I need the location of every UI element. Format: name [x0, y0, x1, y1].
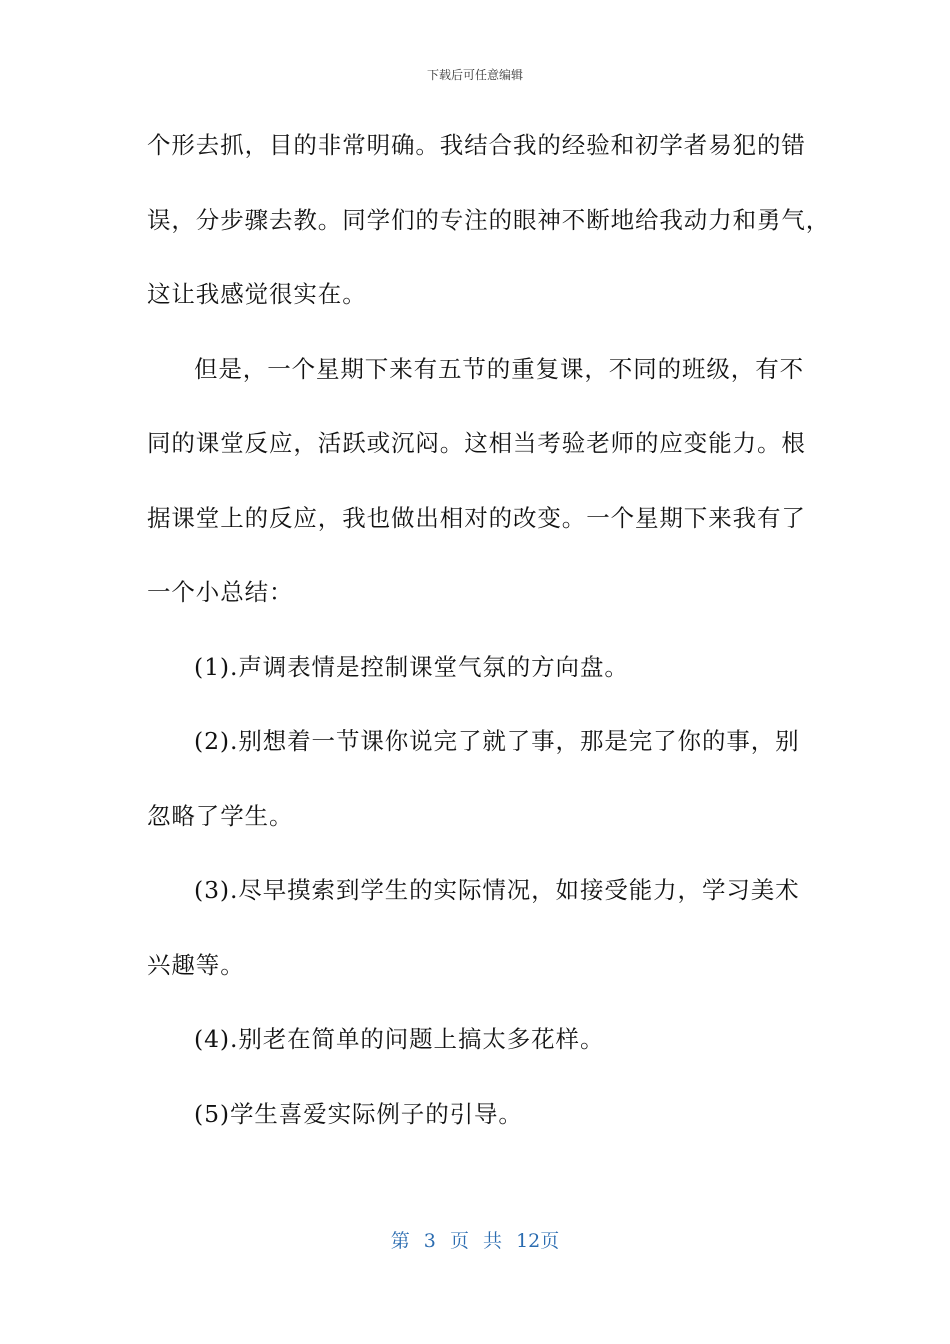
footer-gong: 共: [483, 1230, 503, 1252]
list-item: (5)学生喜爱实际例子的引导。: [194, 1099, 523, 1128]
text-line: 这让我感觉很实在。: [147, 280, 367, 308]
list-item: (3).尽早摸索到学生的实际情况，如接受能力，学习美术: [194, 876, 800, 904]
text-line: 兴趣等。: [147, 950, 245, 979]
text-line: 忽略了学生。: [147, 801, 294, 830]
text-line: 一个小总结：: [147, 578, 294, 606]
footer-current-page: 3: [423, 1230, 436, 1252]
list-item: (2).别想着一节课你说完了就了事，那是完了你的事，别: [194, 727, 800, 755]
document-body: [147, 127, 831, 1170]
page-footer: [0, 1226, 950, 1253]
header-note: 下载后可任意编辑: [426, 68, 523, 82]
list-item: (1).声调表情是控制课堂气氛的方向盘。: [194, 652, 629, 681]
footer-total-pages: 12页: [516, 1230, 560, 1252]
text-line: 个形去抓，目的非常明确。我结合我的经验和初学者易犯的错: [147, 131, 806, 159]
text-line: 据课堂上的反应，我也做出相对的改变。一个星期下来我有了: [147, 503, 806, 532]
footer-di: 第: [390, 1230, 410, 1252]
list-item: (4).别老在简单的问题上搞太多花样。: [194, 1025, 605, 1053]
footer-ye: 页: [449, 1230, 469, 1252]
text-line: 同的课堂反应，活跃或沉闷。这相当考验老师的应变能力。根: [147, 429, 806, 457]
text-line: 但是，一个星期下来有五节的重复课，不同的班级，有不: [194, 354, 804, 383]
text-line: 误，分步骤去教。同学们的专注的眼神不断地给我动力和勇气，: [147, 205, 831, 234]
